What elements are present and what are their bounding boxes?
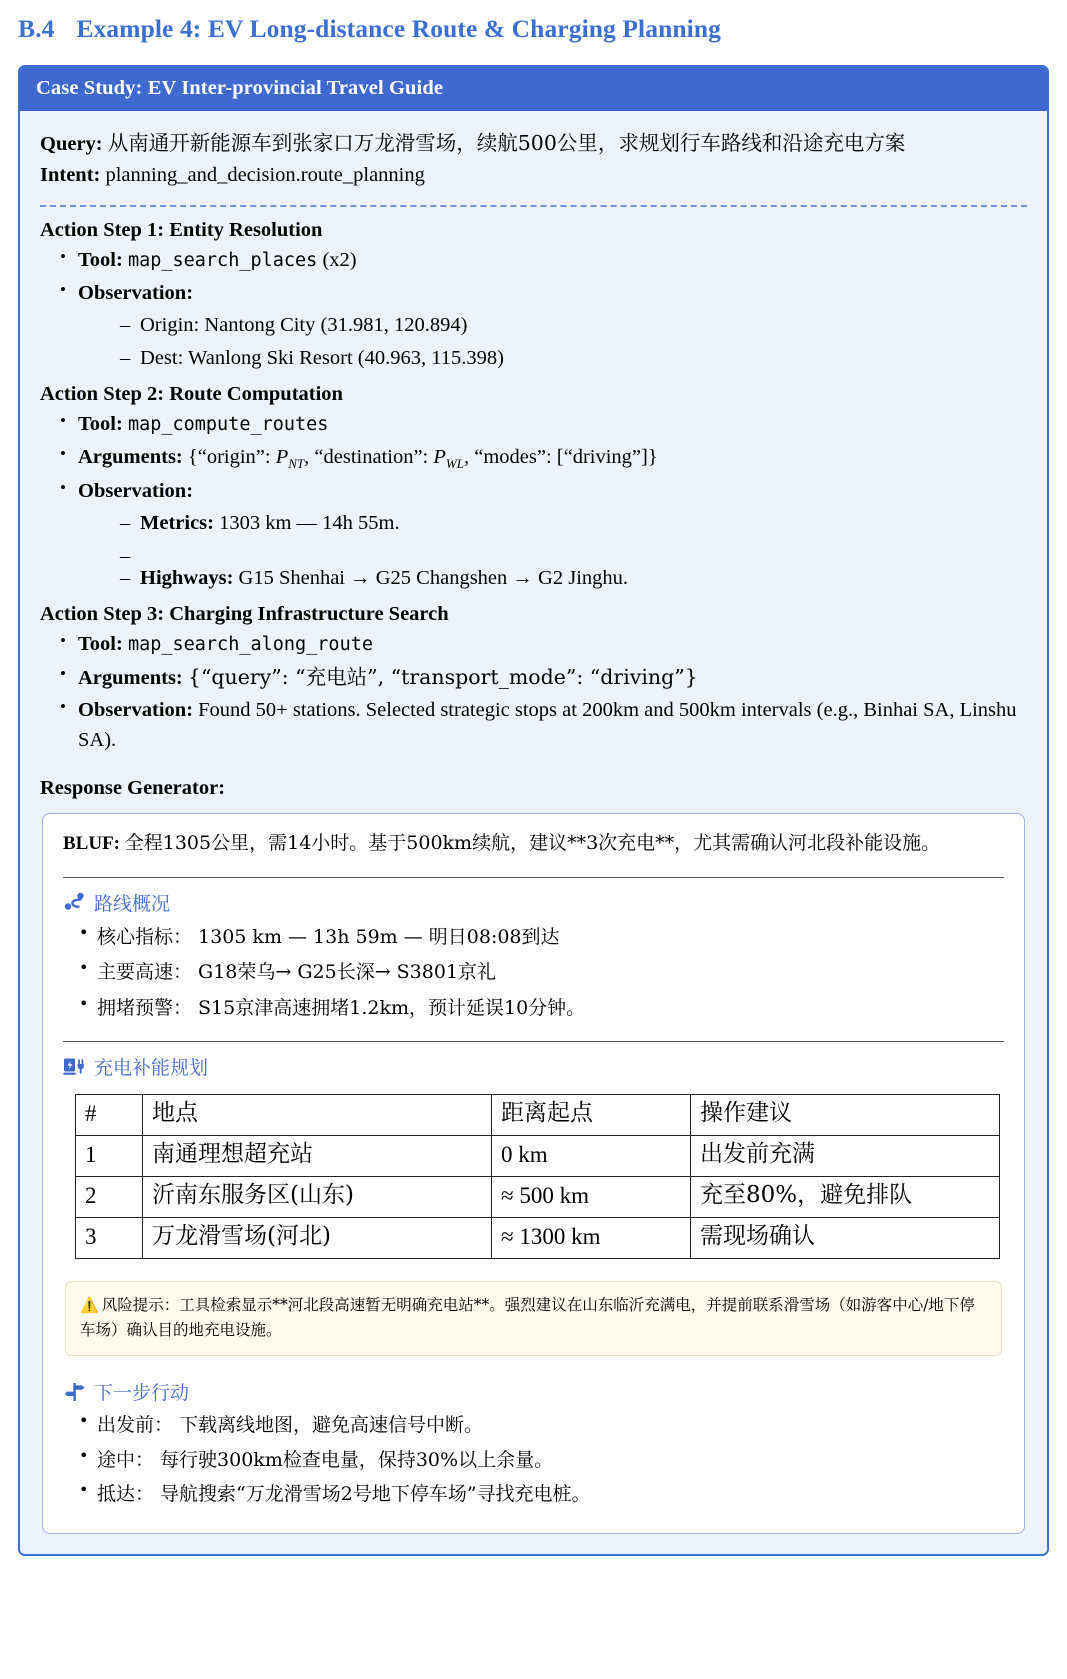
next-step-enroute: • 途中： 每行驶300km检查电量，保持30%以上余量。 [79, 1446, 1004, 1475]
case-study-title: Case Study: EV Inter-provincial Travel Guide [20, 67, 1047, 111]
args-var-dest-sub: WL [445, 455, 464, 471]
cell-index: 2 [76, 1177, 143, 1218]
cell-location: 南通理想超充站 [143, 1136, 492, 1177]
table-row [76, 1136, 1000, 1177]
step-1-heading: Action Step 1: Entity Resolution [40, 219, 323, 242]
metrics-value: 1303 km — 14h 55m. [219, 512, 400, 535]
route-metric-item: • 核心指标： 1305 km — 13h 59m — 明日08:08到达 [79, 923, 1004, 952]
th-distance: 距离起点 [492, 1095, 691, 1136]
case-study-body [20, 111, 1047, 1554]
step-3-tool [60, 630, 1027, 660]
step-1-tool-name: map_search_places [127, 250, 318, 272]
charging-plan-table [75, 1094, 1000, 1259]
step-2-list [40, 410, 1027, 593]
section-number: B.4 [18, 14, 55, 43]
args-var-origin: P [275, 445, 289, 468]
intent-line [40, 161, 1027, 190]
observation-dest: – Dest: Wanlong Ski Resort (40.963, 115.398) [120, 344, 1027, 374]
step-1-observation [60, 279, 1027, 374]
risk-warning-text-row [80, 1293, 987, 1343]
route-highway-item: • 主要高速： G18荣乌→ G25长深→ S3801京礼 [79, 958, 1004, 987]
step-2-tool-name: map_compute_routes [127, 414, 329, 436]
step-2-tool [60, 410, 1027, 440]
step-3-arguments-label: Arguments: [78, 666, 183, 689]
cell-advice: 充至80%，避免排队 [691, 1177, 1000, 1218]
cell-location: 沂南东服务区(山东) [143, 1177, 492, 1218]
query-line [40, 129, 1027, 159]
step-2-arguments-label: Arguments: [78, 445, 183, 468]
route-section-title: 路线概况 [94, 892, 171, 915]
query-text: 从南通开新能源车到张家口万龙滑雪场，续航500公里，求规划行车路线和沿途充电方案 [107, 131, 906, 155]
divider-charging [63, 1041, 1004, 1042]
next-step-arrival: • 抵达： 导航搜索“万龙滑雪场2号地下停车场”寻找充电桩。 [79, 1480, 1004, 1509]
args-prefix: {“origin”: [187, 445, 276, 468]
cell-advice: 需现场确认 [691, 1217, 1000, 1258]
route-section-heading [63, 889, 1004, 916]
step-3-list [40, 630, 1027, 755]
next-steps-title: 下一步行动 [94, 1382, 190, 1405]
th-index: # [76, 1095, 143, 1136]
next-step-before-departure: • 出发前： 下载离线地图，避免高速信号中断。 [79, 1411, 1004, 1440]
next-steps-heading [63, 1378, 1004, 1405]
bluf-line [63, 830, 1004, 858]
table-row [76, 1177, 1000, 1218]
cell-index: 1 [76, 1136, 143, 1177]
observation-origin: – Origin: Nantong City (31.981, 120.894) [120, 311, 1027, 341]
cell-advice: 出发前充满 [691, 1136, 1000, 1177]
args-suffix: , “modes”: [“driving”]} [463, 445, 658, 468]
step-1-list [40, 246, 1027, 373]
th-location: 地点 [143, 1095, 492, 1136]
observation-spacer [120, 542, 1027, 561]
charging-section-heading [63, 1053, 1004, 1080]
step-1-tool-suffix: (x2) [322, 249, 357, 272]
step-3-arguments-value: {“query”: “充电站”, “transport_mode”: “driving”} [187, 664, 698, 689]
bluf-text: 全程1305公里，需14小时。基于500km续航，建议**3次充电**，尤其需确认河北段补能设施。 [124, 832, 941, 855]
step-3-observation [60, 696, 1027, 755]
metrics-label: Metrics: [140, 512, 214, 535]
route-traffic-item: • 拥堵预警： S15京津高速拥堵1.2km，预计延误10分钟。 [79, 994, 1004, 1023]
intent-label: Intent: [40, 164, 101, 187]
dashed-divider [40, 205, 1027, 207]
next-steps-section [63, 1378, 1004, 1509]
step-2-arguments [60, 443, 1027, 474]
step-1-tool-label: Tool: [78, 249, 123, 272]
query-label: Query: [40, 133, 103, 155]
table-header-row [76, 1095, 1000, 1136]
ev-charger-icon [63, 1056, 87, 1078]
step-1-observation-list [78, 311, 1027, 373]
args-var-origin-sub: NT [288, 455, 305, 471]
step-3-tool-name: map_search_along_route [127, 634, 373, 656]
route-pin-icon [63, 891, 87, 913]
highways-value: G15 Shenhai → G25 Changshen → G2 Jinghu. [238, 566, 629, 589]
step-2-observation-list [78, 509, 1027, 593]
response-box [42, 813, 1025, 1533]
step-3-observation-value: Found 50+ stations. Selected strategic stops at 200km and 500km intervals (e.g., Binhai SA, Linshu SA). [78, 699, 1017, 751]
step-2-heading: Action Step 2: Route Computation [40, 383, 343, 406]
section-heading [0, 0, 1067, 44]
intent-value: planning_and_decision.route_planning [105, 164, 425, 187]
cell-location: 万龙滑雪场(河北) [143, 1217, 492, 1258]
section-title: Example 4: EV Long-distance Route & Charging Planning [76, 14, 721, 43]
response-generator-label: Response Generator: [40, 777, 226, 800]
signpost-icon [63, 1381, 87, 1403]
step-1-tool [60, 246, 1027, 276]
case-study-box [18, 65, 1049, 1556]
step-2-observation [60, 477, 1027, 594]
step-3-tool-label: Tool: [78, 633, 123, 656]
observation-highways [120, 564, 1027, 594]
risk-warning-text: 风险提示：工具检索显示**河北段高速暂无明确充电站**。强烈建议在山东临沂充满电，并提前联系滑雪场（如游客中心/地下停车场）确认目的地充电设施。 [80, 1295, 975, 1339]
warning-triangle-icon: ⚠️ [80, 1295, 99, 1314]
risk-warning-box [65, 1281, 1002, 1356]
bluf-label: BLUF: [63, 833, 120, 855]
step-3-heading: Action Step 3: Charging Infrastructure Search [40, 603, 449, 626]
divider-route [63, 877, 1004, 878]
step-3-observation-label: Observation: [78, 699, 194, 722]
observation-metrics [120, 509, 1027, 539]
next-steps-list [63, 1411, 1004, 1509]
charging-section-title: 充电补能规划 [94, 1057, 209, 1080]
cell-index: 3 [76, 1217, 143, 1258]
step-2-observation-label: Observation: [78, 479, 194, 502]
cell-distance: ≈ 500 km [492, 1177, 691, 1218]
route-section-list [63, 923, 1004, 1023]
th-advice: 操作建议 [691, 1095, 1000, 1136]
step-3-arguments [60, 663, 1027, 694]
cell-distance: ≈ 1300 km [492, 1217, 691, 1258]
table-row [76, 1217, 1000, 1258]
step-1-observation-label: Observation: [78, 281, 194, 304]
step-2-tool-label: Tool: [78, 413, 123, 436]
cell-distance: 0 km [492, 1136, 691, 1177]
args-var-dest: P [433, 445, 446, 468]
highways-label: Highways: [140, 566, 234, 589]
args-mid: , “destination”: [304, 445, 434, 468]
